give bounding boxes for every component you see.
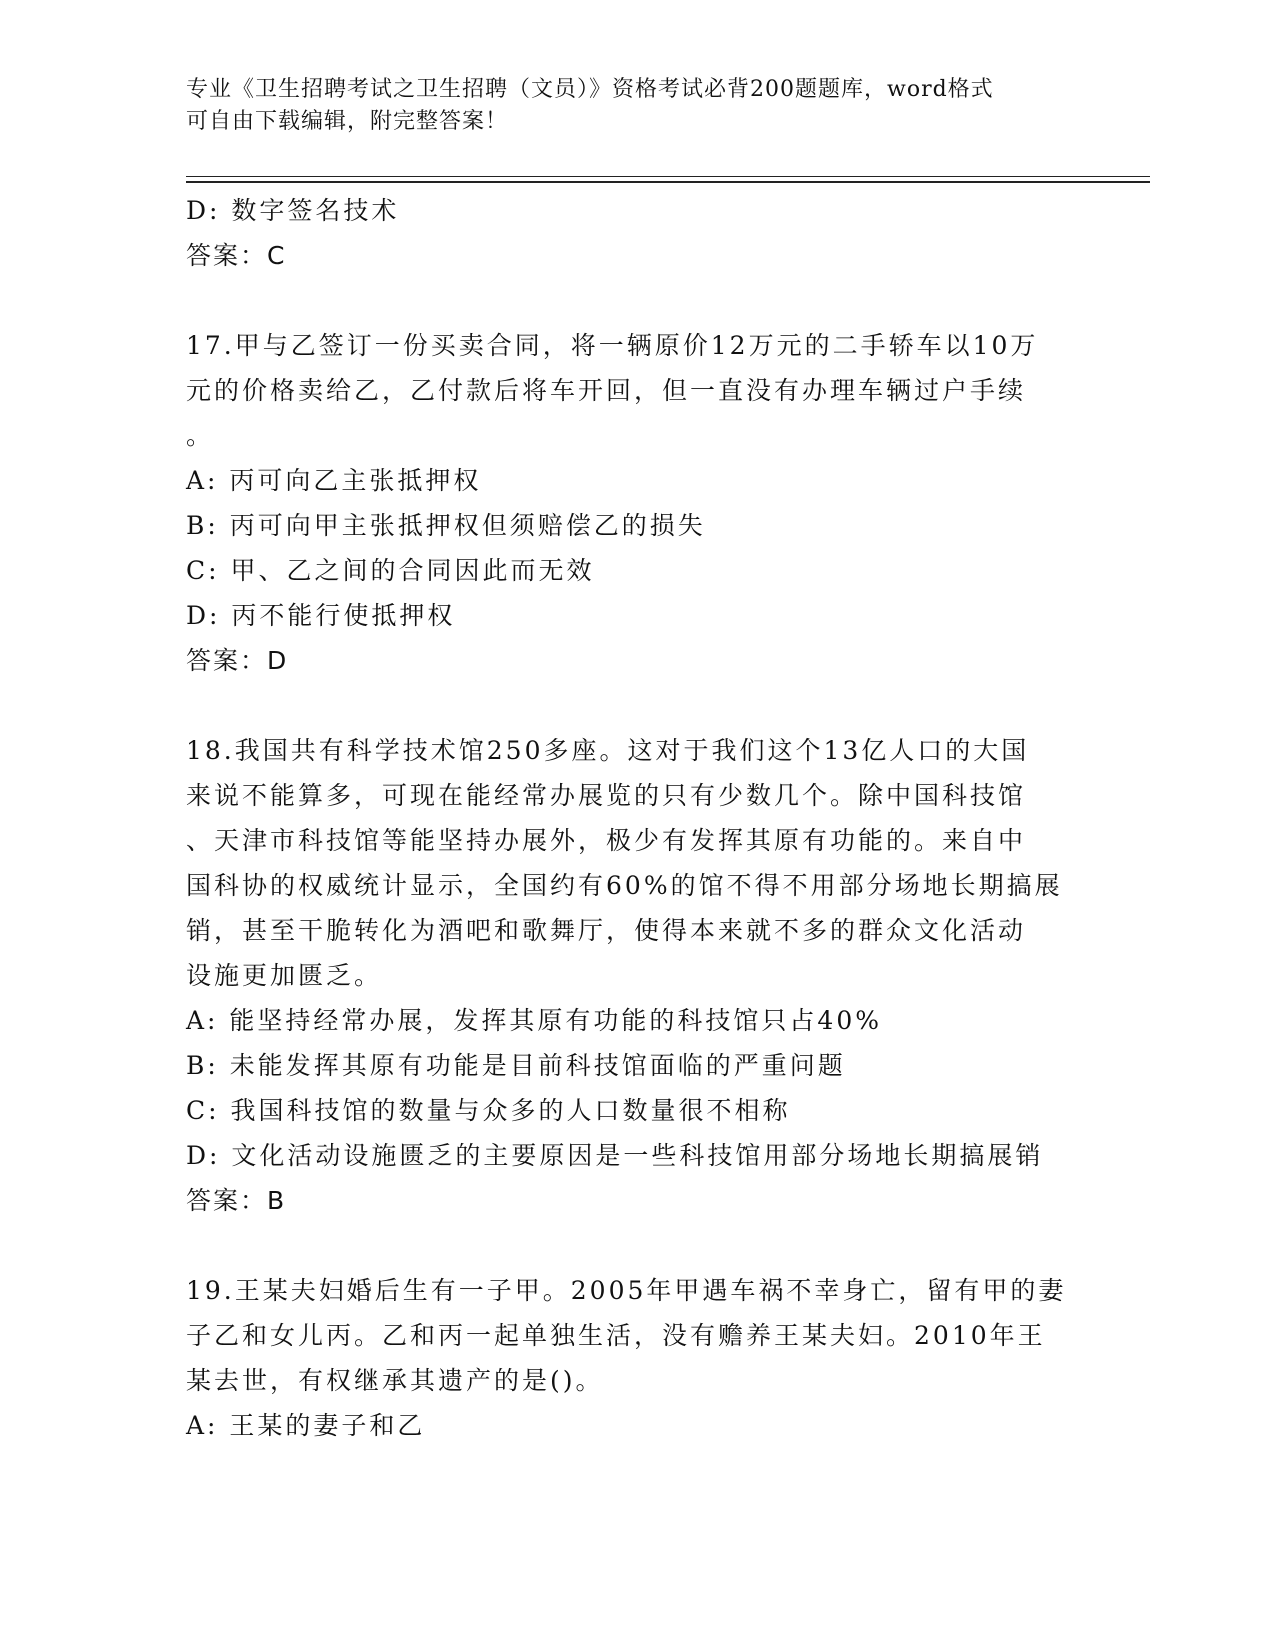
q17-option-b: B: 丙可向甲主张抵押权但须赔偿乙的损失 xyxy=(186,511,706,540)
page-header xyxy=(186,74,1066,138)
q16-answer: 答案：C xyxy=(186,241,287,270)
q17-option-d: D: 丙不能行使抵押权 xyxy=(186,601,456,630)
q18-stem-line-6: 设施更加匮乏。 xyxy=(186,961,383,990)
question-content xyxy=(186,188,1066,1448)
q19-stem-line-1: 19.王某夫妇婚后生有一子甲。2005年甲遇车祸不幸身亡，留有甲的妻 xyxy=(186,1276,1067,1305)
header-title-line-2: 可自由下载编辑，附完整答案！ xyxy=(186,109,509,134)
q18-stem-line-4: 国科协的权威统计显示，全国约有60%的馆不得不用部分场地长期搞展 xyxy=(186,871,1063,900)
q17-stem xyxy=(186,323,1066,458)
q17-stem-line-2: 元的价格卖给乙，乙付款后将车开回，但一直没有办理车辆过户手续 xyxy=(186,376,1027,405)
q18-answer: 答案：B xyxy=(186,1186,287,1215)
q17-option-c: C: 甲、乙之间的合同因此而无效 xyxy=(186,556,595,585)
q16-option-d: D: 数字签名技术 xyxy=(186,196,400,225)
q17-answer: 答案：D xyxy=(186,646,289,675)
q19-stem-line-3: 某去世，有权继承其遗产的是()。 xyxy=(186,1366,604,1395)
q18-stem-line-5: 销，甚至干脆转化为酒吧和歌舞厅，使得本来就不多的群众文化活动 xyxy=(186,916,1027,945)
spacer xyxy=(186,683,1066,728)
q18-stem xyxy=(186,728,1066,998)
q18-option-c: C: 我国科技馆的数量与众多的人口数量很不相称 xyxy=(186,1096,791,1125)
q17-stem-line-3: 。 xyxy=(186,421,215,450)
q18-option-d: D: 文化活动设施匮乏的主要原因是一些科技馆用部分场地长期搞展销 xyxy=(186,1141,1044,1170)
q18-option-a: A: 能坚持经常办展，发挥其原有功能的科技馆只占40% xyxy=(186,1006,882,1035)
q17-option-a: A: 丙可向乙主张抵押权 xyxy=(186,466,482,495)
q19-option-a: A: 王某的妻子和乙 xyxy=(186,1411,426,1440)
q17-stem-line-1: 17.甲与乙签订一份买卖合同，将一辆原价12万元的二手轿车以10万 xyxy=(186,331,1039,360)
spacer xyxy=(186,278,1066,323)
q18-stem-line-3: 、天津市科技馆等能坚持办展外，极少有发挥其原有功能的。来自中 xyxy=(186,826,1027,855)
header-divider-thin xyxy=(186,176,1150,177)
q18-option-b: B: 未能发挥其原有功能是目前科技馆面临的严重问题 xyxy=(186,1051,846,1080)
q19-stem-line-2: 子乙和女儿丙。乙和丙一起单独生活，没有赡养王某夫妇。2010年王 xyxy=(186,1321,1046,1350)
q18-stem-line-2: 来说不能算多，可现在能经常办展览的只有少数几个。除中国科技馆 xyxy=(186,781,1027,810)
spacer xyxy=(186,1223,1066,1268)
q18-stem-line-1: 18.我国共有科学技术馆250多座。这对于我们这个13亿人口的大国 xyxy=(186,736,1030,765)
header-divider-thick xyxy=(186,181,1150,183)
header-title-line-1: 专业《卫生招聘考试之卫生招聘（文员）》资格考试必背200题题库，word格式 xyxy=(186,77,994,102)
q19-stem xyxy=(186,1268,1066,1403)
